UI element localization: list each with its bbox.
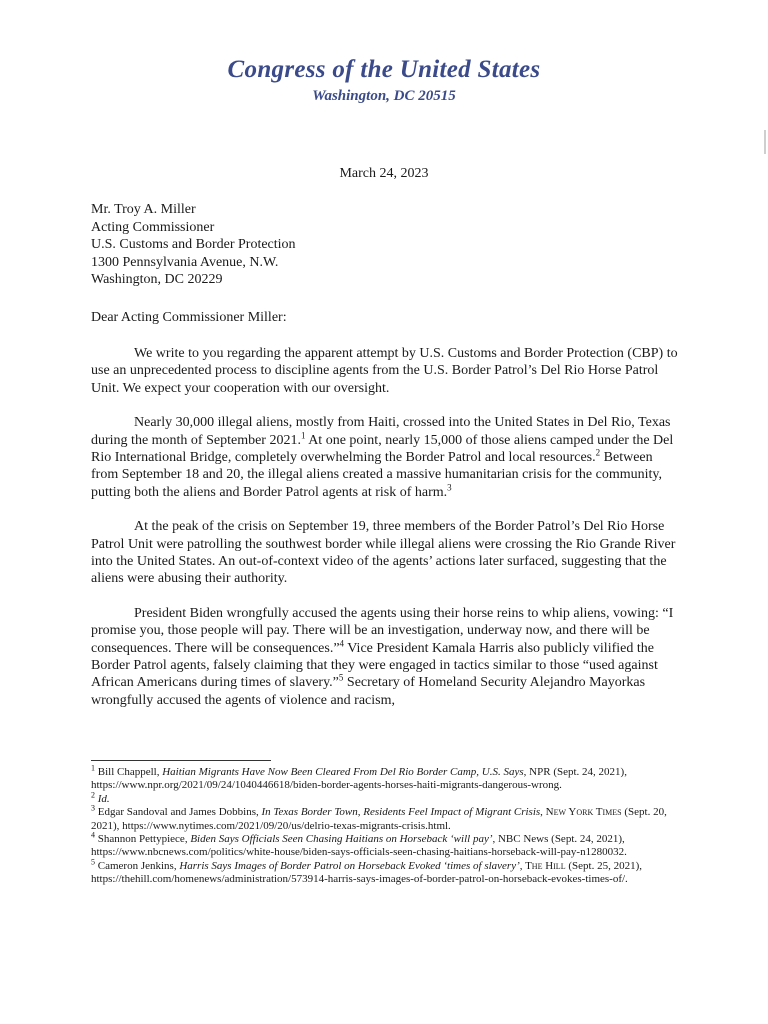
paragraph-2	[91, 414, 681, 500]
footnote-number: 2	[91, 790, 95, 800]
recipient-line: U.S. Customs and Border Protection	[91, 237, 296, 253]
footnote-divider	[91, 760, 271, 761]
footnote-title: Biden Says Officials Seen Chasing Haitians on Horseback ‘will pay’	[190, 833, 493, 846]
footnote-ref: 5	[338, 672, 344, 683]
footnote-5	[91, 857, 676, 887]
footnote-author: Cameron Jenkins,	[95, 859, 180, 872]
recipient-address	[91, 201, 296, 289]
letter-date: March 24, 2023	[339, 166, 429, 181]
footnote-citation: (Sept. 20, 2021), https://www.nytimes.com/2021/09/20/us/delrio-texas-migrants-crisis.html.	[91, 806, 667, 832]
footnote-title: In Texas Border Town, Residents Feel Impact of Migrant Crisis	[261, 806, 541, 819]
footnote-number: 5	[91, 857, 95, 867]
paragraph-3: At the peak of the crisis on September 19, three members of the Border Patrol’s Del Rio Horse Patrol Unit were patrolling the southwest border while illegal aliens were crossing the Rio Grande River into the United States. An out-of-context video of the agents’ actions later surfaced, suggesting that the aliens were abusing their authority.	[91, 519, 676, 587]
paragraph-text: At one point, nearly 15,000 of those aliens camped under the Del Rio International Bridge, completely overwhelming the Border Patrol and local resources.	[91, 432, 674, 465]
paragraph-text: President Biden wrongfully accused the agents using their horse reins to whip aliens, vowing: “I promise you, those people will pay. There will be an investigation, underway now, and there will be consequences. There will be consequences.”	[91, 606, 674, 656]
footnote-citation: , NBC News (Sept. 24, 2021), https://www.nbcnews.com/politics/white-house/biden-says-officials-seen-chasing-haitians-horseback-will-pay-n1280032.	[91, 833, 627, 859]
recipient-line: Washington, DC 20229	[91, 272, 223, 288]
footnote-citation: (Sept. 25, 2021), https://thehill.com/homenews/administration/573914-harris-says-images-of-border-patrol-on-horseback-evokes-times-of/.	[91, 859, 642, 886]
recipient-line: 1300 Pennsylvania Avenue, N.W.	[91, 254, 279, 270]
footnote-title: Haitian Migrants Have Now Been Cleared From Del Rio Border Camp, U.S. Says	[162, 766, 524, 778]
footnote-1	[91, 763, 676, 793]
footnote-3	[91, 803, 676, 833]
footnote-publication: , New York Times	[540, 806, 622, 819]
recipient-line: Mr. Troy A. Miller	[91, 202, 196, 217]
footnote-publication: , The Hill	[519, 859, 566, 872]
paragraph-text: Vice President Kamala Harris also publicly vilified the Border Patrol agents, falsely claiming that they were engaged in tactics similar to those “used against African Americans during times of slavery.”	[91, 640, 658, 691]
footnote-author: Shannon Pettypiece,	[95, 833, 191, 846]
recipient-line: Acting Commissioner	[91, 219, 215, 235]
salutation: Dear Acting Commissioner Miller:	[91, 310, 287, 325]
footnote-ref: 2	[595, 447, 601, 458]
footnote-number: 4	[91, 830, 95, 840]
letter-body	[91, 345, 681, 726]
footnote-author: Bill Chappell,	[95, 766, 163, 778]
footnote-ref: 4	[339, 638, 345, 648]
letterhead	[0, 56, 768, 106]
footnote-number: 1	[91, 763, 95, 773]
footnotes	[91, 763, 676, 887]
paragraph-text: Nearly 30,000 illegal aliens, mostly from Haiti, crossed into the United States in Del Rio, Texas during the month of September 2021.	[91, 415, 671, 448]
letterhead-subtitle: Washington, DC 20515	[312, 88, 456, 104]
footnote-2	[91, 790, 676, 806]
paragraph-1: We write to you regarding the apparent attempt by U.S. Customs and Border Protection (CBP) to use an unprecedented process to discipline agents from the U.S. Border Patrol’s Del Rio Horse Patrol Unit. We expect your cooperation with our oversight.	[91, 346, 678, 396]
footnote-citation: , NPR (Sept. 24, 2021), https://www.npr.org/2021/09/24/1040446618/biden-border-agents-horses-haiti-migrants-dangerous-wrong.	[91, 766, 627, 792]
footnote-number: 3	[91, 803, 95, 813]
paragraph-text: Secretary of Homeland Security Alejandro Mayorkas wrongfully accused the agents of violence and racism,	[91, 675, 646, 708]
letterhead-title: Congress of the United States	[227, 56, 541, 83]
footnote-4	[91, 830, 676, 860]
footnote-ref: 3	[447, 481, 452, 492]
footnote-author: Edgar Sandoval and James Dobbins,	[95, 806, 262, 819]
footnote-title: Harris Says Images of Border Patrol on Horseback Evoked ‘times of slavery’	[179, 859, 520, 872]
footnote-ref: 1	[300, 430, 306, 441]
scan-edge-mark	[764, 130, 766, 154]
footnote-title: Id.	[95, 792, 110, 805]
paragraph-4	[91, 605, 681, 709]
paragraph-text: Between from September 18 and 20, the illegal aliens created a massive humanitarian crisis for the community, putting both the aliens and Border Patrol agents at risk of harm.	[91, 449, 662, 500]
